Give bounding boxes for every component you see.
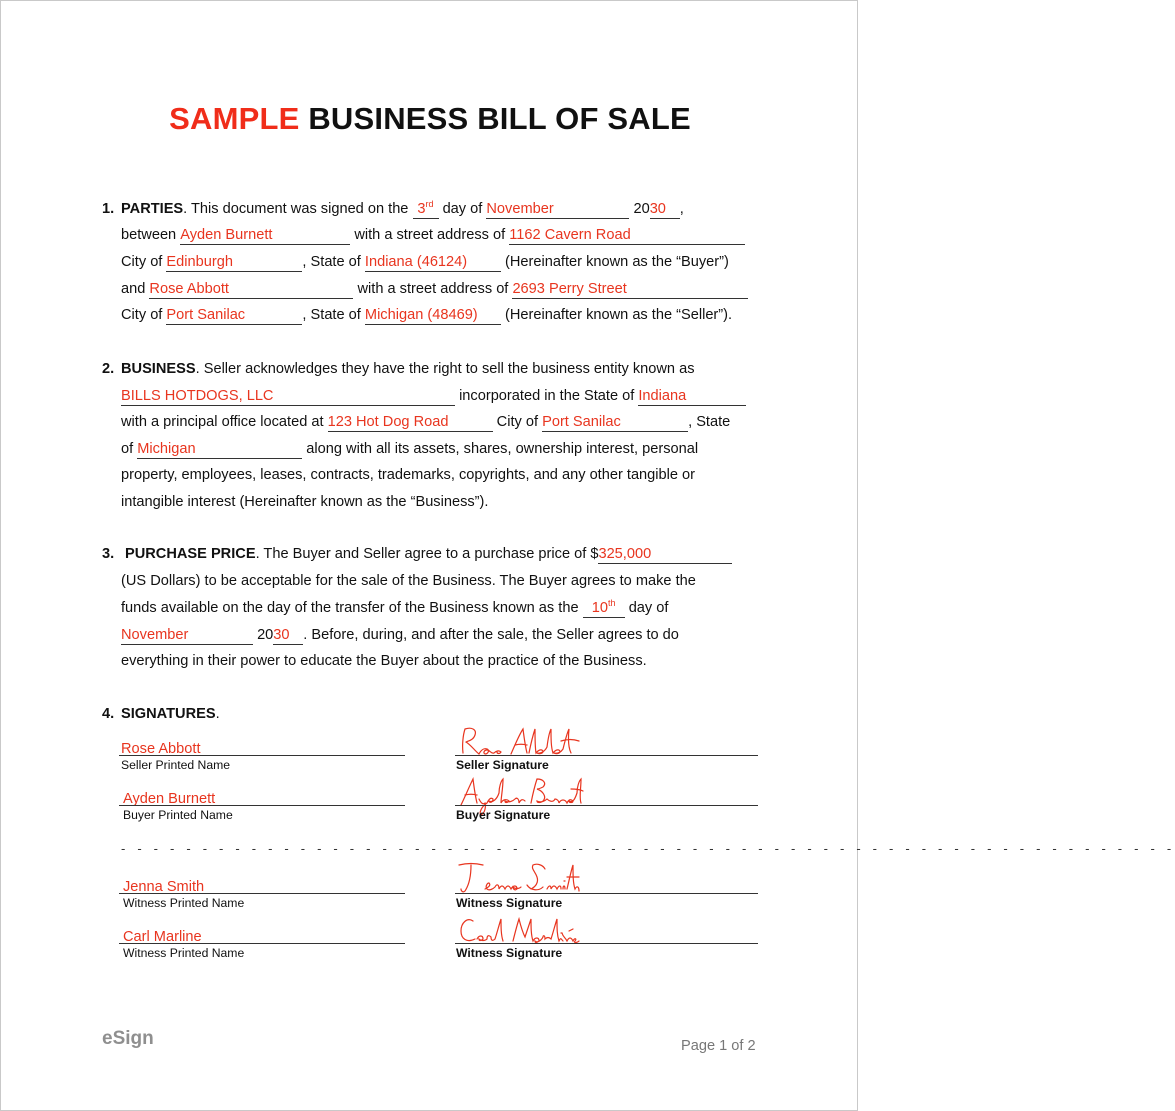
signed-day-field [413, 199, 439, 219]
business-text-5: , State [688, 414, 731, 430]
title-text: BUSINESS BILL OF SALE [308, 101, 691, 136]
business-text-7: along with all its assets, shares, ownership interest, personal [306, 441, 699, 457]
transfer-day-field [583, 598, 625, 618]
signatures-heading-line [121, 705, 220, 723]
business-line-2 [121, 387, 746, 406]
price-line-5: everything in their power to educate the Buyer about the practice of the Business. [121, 653, 647, 669]
signed-day-suffix: rd [425, 199, 434, 210]
signed-day: 3 [417, 201, 426, 217]
seller-name-field: Rose Abbott [149, 282, 353, 299]
parties-text-1: . This document was signed on the [183, 201, 409, 217]
parties-text-8: (Hereinafter known as the “Buyer”) [504, 254, 729, 270]
signed-year-field: 30 [650, 202, 680, 219]
parties-comma: , [679, 201, 684, 217]
transfer-year-prefix: 20 [257, 627, 274, 643]
transfer-day-suffix: th [607, 598, 616, 609]
parties-text-2: day of [442, 201, 483, 217]
document-title [1, 101, 859, 137]
business-line-1 [121, 360, 695, 378]
office-address-field: 123 Hot Dog Road [328, 415, 493, 432]
buyer-name-field: Ayden Burnett [180, 228, 350, 245]
buyer-signature-label: Buyer Signature [456, 808, 551, 822]
parties-text-7: , State of [302, 254, 361, 270]
business-heading: BUSINESS [121, 361, 196, 377]
buyer-printed-name: Ayden Burnett [123, 791, 216, 807]
seller-name-line [119, 755, 405, 756]
signed-year-prefix: 20 [633, 201, 650, 217]
parties-text-11: City of [121, 307, 163, 323]
witness-2-name-label: Witness Printed Name [123, 946, 245, 960]
parties-text-13: (Hereinafter known as the “Seller”). [504, 307, 733, 323]
witness-2-name-line [119, 943, 405, 944]
business-text-2: incorporated in the State of [459, 388, 635, 404]
seller-signature [457, 723, 587, 759]
buyer-name-label: Buyer Printed Name [123, 808, 233, 822]
seller-state-field: Michigan (48469) [365, 308, 501, 325]
witness-2-printed-name: Carl Marline [123, 929, 202, 945]
witness-2-signature [457, 913, 583, 947]
section-3-number: 3. [102, 546, 115, 562]
price-line-4 [121, 626, 679, 645]
buyer-address-field: 1162 Cavern Road [509, 228, 745, 245]
price-text-5: . Before, during, and after the sale, the Seller agrees to do [303, 627, 679, 643]
incorporation-state-field: Indiana [638, 389, 746, 406]
business-text-3: with a principal office located at [121, 414, 324, 430]
parties-line-4 [121, 280, 748, 299]
section-1-number: 1. [102, 201, 115, 217]
dashed-divider: - - - - - - - - - - - - - - - - - - - - - - - - - - - - - - - - - - - - - - - - - - - - - - - - - - - - - - - - - - - - - - - - - [121, 841, 1175, 856]
price-heading: PURCHASE PRICE [125, 546, 256, 562]
seller-address-field: 2693 Perry Street [512, 282, 748, 299]
transfer-day: 10 [591, 600, 608, 616]
business-text-4: City of [496, 414, 539, 430]
price-text-4: day of [628, 600, 669, 616]
business-line-3 [121, 413, 730, 432]
buyer-signature-line [455, 805, 758, 806]
witness-1-signature [455, 859, 581, 897]
section-2-number: 2. [102, 361, 115, 377]
witness-1-printed-name: Jenna Smith [123, 879, 205, 895]
business-city-field: Port Sanilac [542, 415, 688, 432]
esign-logo: eSign [102, 1028, 154, 1049]
price-line-2: (US Dollars) to be acceptable for the sale of the Business. The Buyer agrees to make the [121, 573, 696, 589]
witness-1-signature-label: Witness Signature [456, 896, 563, 910]
section-4-number: 4. [102, 706, 115, 722]
transfer-month-field: November [121, 628, 253, 645]
parties-line-5 [121, 306, 732, 325]
buyer-state-field: Indiana (46124) [365, 255, 501, 272]
business-line-5: property, employees, leases, contracts, trademarks, copyrights, and any other tangible or [121, 467, 696, 483]
business-state-field: Michigan [137, 442, 302, 459]
business-line-6: intangible interest (Hereinafter known as the “Business”). [121, 494, 489, 510]
seller-name-label: Seller Printed Name [121, 758, 231, 772]
buyer-name-line [119, 805, 405, 806]
price-text-1: . The Buyer and Seller agree to a purchase price of $ [255, 546, 599, 562]
price-line-3 [121, 599, 668, 618]
parties-line-2 [121, 226, 745, 245]
parties-text-5: with a street address of [354, 227, 506, 243]
page-number: Page 1 of 2 [681, 1038, 756, 1054]
parties-line-3 [121, 253, 729, 272]
parties-text-6: City of [121, 254, 163, 270]
parties-line-1 [121, 200, 684, 219]
business-text-1: . Seller acknowledges they have the right to sell the business entity known as [195, 361, 695, 377]
witness-1-name-line [119, 893, 405, 894]
buyer-city-field: Edinburgh [166, 255, 302, 272]
signatures-period: . [215, 706, 220, 722]
parties-heading: PARTIES [121, 201, 184, 217]
seller-signature-line [455, 755, 758, 756]
parties-text-12: , State of [302, 307, 361, 323]
purchase-price-field: 325,000 [598, 547, 732, 564]
parties-text-4: between [121, 227, 177, 243]
witness-1-name-label: Witness Printed Name [123, 896, 245, 910]
business-entity-field: BILLS HOTDOGS, LLC [121, 389, 455, 406]
price-text-3: funds available on the day of the transfer of the Business known as the [121, 600, 579, 616]
signed-month-field: November [486, 202, 629, 219]
witness-1-signature-line [455, 893, 758, 894]
witness-2-signature-line [455, 943, 758, 944]
business-line-4 [121, 440, 698, 459]
seller-city-field: Port Sanilac [166, 308, 302, 325]
transfer-year-field: 30 [273, 628, 303, 645]
title-sample: SAMPLE [169, 101, 300, 136]
parties-text-9: and [121, 281, 146, 297]
price-line-1 [125, 545, 732, 564]
business-text-6: of [121, 441, 134, 457]
seller-signature-label: Seller Signature [456, 758, 549, 772]
seller-printed-name: Rose Abbott [121, 741, 201, 757]
parties-text-10: with a street address of [357, 281, 509, 297]
witness-2-signature-label: Witness Signature [456, 946, 563, 960]
signatures-heading: SIGNATURES [121, 706, 216, 722]
